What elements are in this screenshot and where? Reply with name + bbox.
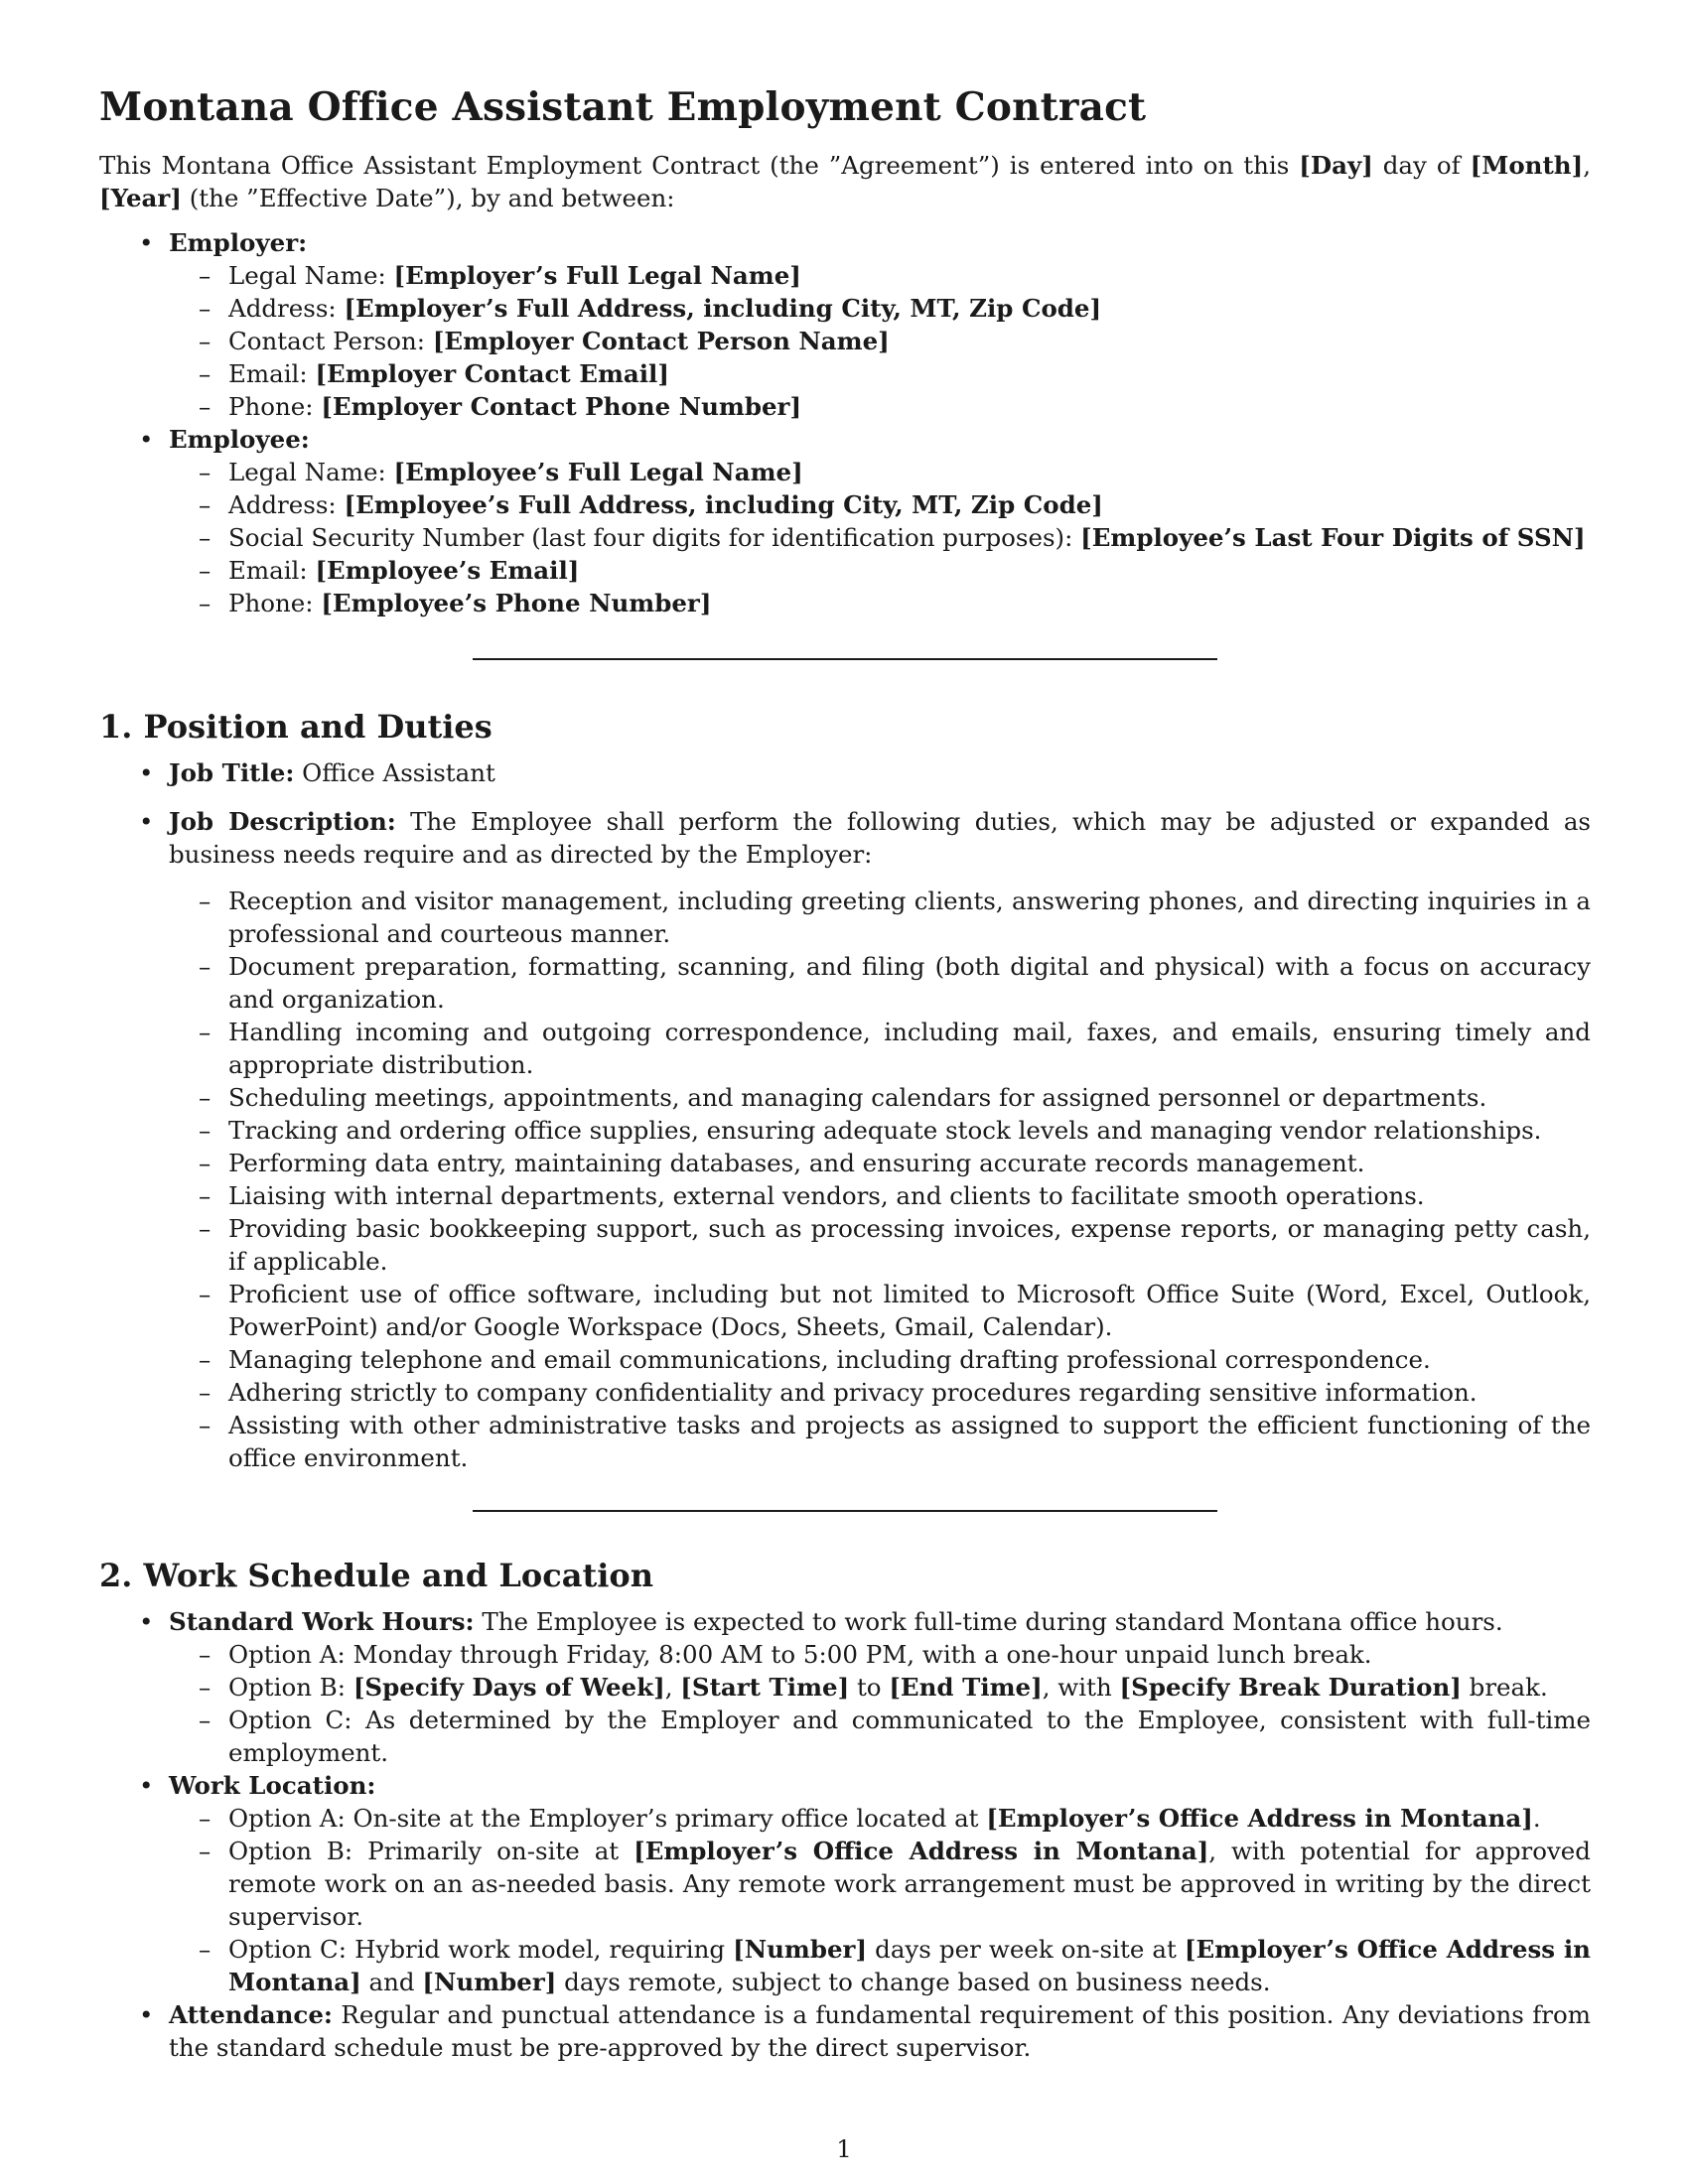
field-placeholder: [Employer Contact Email] [315,359,669,388]
option-text: , [664,1673,681,1702]
employee-phone [169,587,1591,619]
option-text: , with potential for approved remote work on an as-needed basis. Any remote work arrangement must be approved in writing by the direct supervisor. [228,1837,1591,1931]
job-title-label: Job Title: [169,758,295,787]
work-hours-label: Standard Work Hours: [169,1607,475,1636]
employee-legal-name [169,456,1591,488]
employer-fields [169,259,1591,423]
attendance-item [99,1998,1591,2064]
hours-option-a: – Option A: Monday through Friday, 8:00 AM to 5:00 PM, with a one-hour unpaid lunch break. [169,1638,1591,1671]
option-text: Option A: On-site at the Employer’s primary office located at [228,1804,987,1833]
document-page [99,83,1591,2064]
field-placeholder: [Employee’s Email] [315,556,580,585]
section-divider [473,658,1217,660]
work-location-item [99,1769,1591,1998]
duty-item: – Performing data entry, maintaining databases, and ensuring accurate records management. [169,1147,1591,1179]
field-placeholder: [Employee’s Full Legal Name] [393,458,803,486]
section-2-list [99,1605,1591,2064]
location-option-b [169,1835,1591,1933]
end-time-placeholder: [End Time] [889,1673,1043,1702]
section-divider [473,1510,1217,1512]
field-label: Phone: [228,589,322,617]
employer-phone [169,390,1591,423]
employer-legal-name [169,259,1591,292]
parties-list [99,226,1591,619]
work-location-options [169,1802,1591,1998]
duty-item: – Managing telephone and email communications, including drafting professional correspondence. [169,1343,1591,1376]
field-placeholder: [Employer’s Full Legal Name] [393,261,801,290]
field-placeholder: [Employer Contact Phone Number] [321,392,802,421]
duty-item: – Liaising with internal departments, external vendors, and clients to facilitate smooth operations. [169,1179,1591,1212]
intro-text: (the ”Effective Date”), by and between: [181,184,675,212]
hours-option-b [169,1671,1591,1704]
duty-item: – Proficient use of office software, including but not limited to Microsoft Office Suite (Word, Excel, Outlook, PowerPoint) and/or Google Workspace (Docs, Sheets, Gmail, Calendar). [169,1278,1591,1343]
job-title-value: Office Assistant [294,758,495,787]
work-hours-item [99,1605,1591,1769]
hours-option-c: – Option C: As determined by the Employer and communicated to the Employee, consistent with full-time employment. [169,1704,1591,1769]
employer-heading: Employer: [169,228,308,257]
work-hours-options [169,1638,1591,1769]
field-label: Email: [228,359,316,388]
field-label: Email: [228,556,316,585]
field-label: Legal Name: [228,458,394,486]
intro-text: , [1583,151,1591,180]
document-title: Montana Office Assistant Employment Contract [99,84,1147,130]
job-description-label: Job Description: [169,807,396,836]
attendance-label: Attendance: [169,2000,333,2029]
location-option-a [169,1802,1591,1835]
duty-item: – Reception and visitor management, including greeting clients, answering phones, and directing inquiries in a professional and courteous manner. [169,885,1591,950]
day-placeholder: [Day] [1299,151,1373,180]
intro-text: This Montana Office Assistant Employment Contract (the ”Agreement”) is entered into on this [99,151,1300,180]
location-option-c [169,1933,1591,1998]
employee-ssn [169,521,1591,554]
employer-contact-person [169,325,1591,357]
duty-item: – Scheduling meetings, appointments, and managing calendars for assigned personnel or departments. [169,1081,1591,1114]
employee-email [169,554,1591,587]
option-text: Option B: [228,1673,353,1702]
field-label: Address: [228,490,345,519]
duty-item: – Providing basic bookkeeping support, such as processing invoices, expense reports, or managing petty cash, if applicable. [169,1212,1591,1278]
field-placeholder: [Employee’s Phone Number] [321,589,712,617]
office-address-placeholder: [Employer’s Office Address in Montana] [633,1837,1209,1865]
field-label: Legal Name: [228,261,394,290]
job-description-item [99,805,1591,1474]
field-label: Address: [228,294,345,323]
duties-list [169,885,1591,1474]
option-text: days remote, subject to change based on business needs. [556,1968,1271,1996]
option-text: . [1532,1804,1541,1833]
section-1-list [99,756,1591,1474]
field-placeholder: [Employee’s Last Four Digits of SSN] [1080,523,1586,552]
intro-text: day of [1372,151,1471,180]
break-placeholder: [Specify Break Duration] [1119,1673,1462,1702]
number-placeholder: [Number] [422,1968,557,1996]
start-time-placeholder: [Start Time] [680,1673,850,1702]
option-text: to [849,1673,890,1702]
employer-block [99,226,1591,423]
days-placeholder: [Specify Days of Week] [352,1673,665,1702]
field-placeholder: [Employee’s Full Address, including City, MT, Zip Code] [344,490,1103,519]
option-text: days per week on-site at [867,1935,1185,1964]
section-2-heading: 2. Work Schedule and Location [99,1557,654,1594]
option-text: , with [1042,1673,1120,1702]
employer-email [169,357,1591,390]
employee-fields [169,456,1591,619]
employee-heading: Employee: [169,425,310,454]
option-text: and [360,1968,423,1996]
page-number: 1 [836,2134,852,2163]
option-text: Option B: Primarily on-site at [228,1837,634,1865]
duty-item: – Handling incoming and outgoing correspondence, including mail, faxes, and emails, ensuring timely and appropriate distribution. [169,1016,1591,1081]
duty-item: – Document preparation, formatting, scanning, and filing (both digital and physical) with a focus on accuracy and organization. [169,950,1591,1016]
option-text: break. [1461,1673,1548,1702]
work-location-label: Work Location: [169,1771,376,1800]
field-label: Social Security Number (last four digits for identification purposes): [228,523,1081,552]
number-placeholder: [Number] [733,1935,868,1964]
option-text: Option C: Hybrid work model, requiring [228,1935,734,1964]
intro-paragraph [99,149,1591,214]
duty-item: – Tracking and ordering office supplies, ensuring adequate stock levels and managing vendor relationships. [169,1114,1591,1147]
employee-block [99,423,1591,619]
work-hours-text: The Employee is expected to work full-time during standard Montana office hours. [474,1607,1503,1636]
employer-address [169,292,1591,325]
office-address-placeholder: [Employer’s Office Address in Montana] [986,1804,1533,1833]
duty-item: – Adhering strictly to company confidentiality and privacy procedures regarding sensitive information. [169,1376,1591,1409]
employee-address [169,488,1591,521]
job-title-item [99,756,1591,789]
field-placeholder: [Employer’s Full Address, including City, MT, Zip Code] [344,294,1102,323]
month-placeholder: [Month] [1470,151,1584,180]
office-address-placeholder: [Employer’s Office Address in Montana] [228,1935,1591,1996]
duty-item: – Assisting with other administrative tasks and projects as assigned to support the efficient functioning of the office environment. [169,1409,1591,1474]
year-placeholder: [Year] [99,184,182,212]
field-label: Contact Person: [228,327,433,355]
field-placeholder: [Employer Contact Person Name] [432,327,890,355]
section-1-heading: 1. Position and Duties [99,708,492,746]
attendance-text: Regular and punctual attendance is a fundamental requirement of this position. Any deviations from the standard schedule must be pre-approved by the direct supervisor. [169,2000,1591,2062]
job-description-text: The Employee shall perform the following duties, which may be adjusted or expanded as business needs require and as directed by the Employer: [169,807,1591,869]
field-label: Phone: [228,392,322,421]
